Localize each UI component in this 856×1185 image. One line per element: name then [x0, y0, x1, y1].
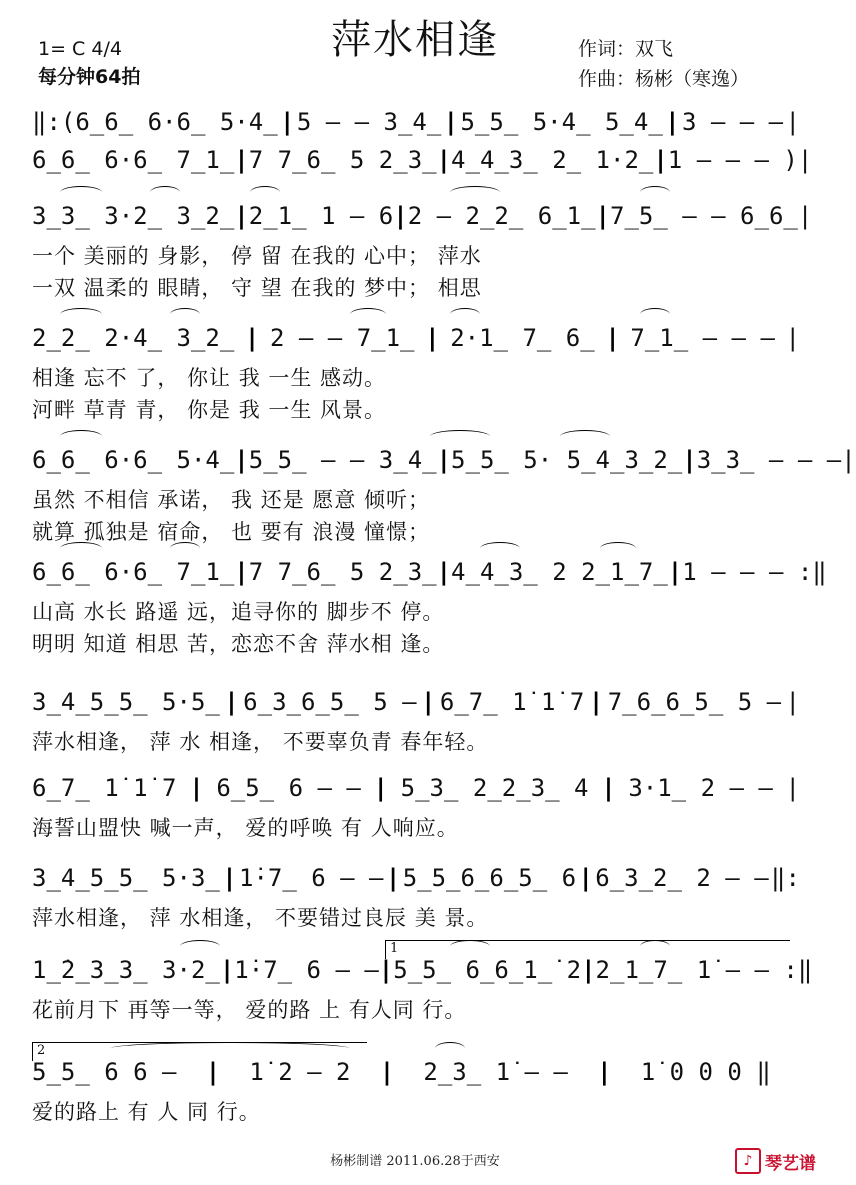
measure: 1̇·7̲ 6 – –	[234, 956, 379, 984]
barline: |	[222, 864, 237, 892]
measure: 4̲4̲3̲ 2̲ 1·2̲	[451, 146, 654, 174]
lyric-text: 河畔 草青 青， 你是 我 一生 风景。	[32, 398, 387, 422]
barline: |	[436, 446, 452, 474]
barline: |	[605, 324, 620, 352]
barline: |	[443, 108, 459, 136]
slur-mark	[430, 430, 490, 443]
measure: 3̲4̲5̲5̲ 5·3̲	[32, 864, 220, 892]
measure: 2̲1̲7̲ 1̇ – – :‖	[595, 956, 813, 984]
lyric-text: 山高 水长 路遥 远，追寻你的 脚步不 停。	[32, 600, 445, 624]
measure: 2̲1̲ 1 – 6̣	[248, 202, 394, 230]
notation-row	[32, 102, 800, 142]
measure: 1̇·7̲ 6 – –	[239, 864, 384, 892]
lyric-text: 爱的路上 有 人 同 行。	[32, 1100, 261, 1124]
lyric-line	[32, 394, 800, 424]
measure: 6̲3̲2̲ 2 – –	[595, 864, 769, 892]
barline: |	[224, 688, 239, 716]
measure: 7̲5̲ – – 6̲6̲	[610, 202, 798, 230]
slur-mark	[480, 542, 520, 555]
measure: 6̲5̲ 6 – –	[216, 774, 361, 802]
measure: 2̲3̲ 1̇ – –	[423, 1058, 568, 1086]
barline: |	[597, 1058, 612, 1086]
barline: |	[385, 864, 401, 892]
barline: |	[595, 202, 610, 230]
key-signature: 1= C 4/4	[38, 38, 122, 60]
barline: |	[189, 774, 204, 802]
barline: |	[219, 956, 235, 984]
lyric-line	[32, 628, 800, 658]
slur-mark	[60, 308, 102, 321]
measure: 7̲6̲6̲5̲ 5 –	[607, 688, 782, 716]
measure: 6̲6̲ 6·6̲ 5·4̲	[32, 446, 235, 474]
slur-mark	[150, 186, 180, 199]
lyric-line	[32, 812, 800, 842]
measure: 3 – – –	[681, 108, 784, 136]
lyric-text: 萍水相逢， 萍 水相逢， 不要错过良辰 美 景。	[32, 906, 489, 930]
barline: |	[425, 324, 440, 352]
measure: 6̲3̲6̲5̲ 5 –	[243, 688, 417, 716]
measure: |	[785, 324, 800, 352]
measure: 3·1̲ 2 – –	[628, 774, 773, 802]
measure: 2 – 2̲2̲ 6̲1̲	[407, 202, 596, 230]
slur-mark	[170, 542, 200, 555]
barline: |	[234, 446, 249, 474]
lyric-line	[32, 240, 800, 270]
lyric-text: 明明 知道 相思 苦，恋恋不舍 萍水相 逢。	[32, 632, 445, 656]
barline: |	[378, 956, 394, 984]
barline: |	[653, 146, 668, 174]
measure: |	[785, 108, 800, 136]
lyric-line	[32, 272, 800, 302]
measure: 7 7̲6̲ 5 2̲3̲	[248, 558, 437, 586]
measure: 5̲5̲ – – 3̲4̲	[248, 446, 437, 474]
measure: 6̲6̲ 6·6̲ 7̲1̲̇	[32, 558, 235, 586]
barline: |	[578, 864, 593, 892]
lyric-text: 一双 温柔的 眼睛， 守 望 在我的 梦中； 相思	[32, 276, 482, 300]
notation-row	[32, 682, 800, 722]
slur-mark	[435, 1042, 465, 1055]
measure: 3̲3̲ 3·2̲ 3̲2̲	[32, 202, 235, 230]
composer-credit: 作曲：杨彬（寒逸）	[578, 68, 750, 90]
lyric-text: 虽然 不相信 承诺， 我 还是 愿意 倾听；	[32, 488, 431, 512]
slur-mark	[450, 308, 480, 321]
slur-mark	[600, 542, 636, 555]
lyric-line	[32, 516, 800, 546]
measure: 5̲3̲ 2̲2̲3̲ 4	[400, 774, 589, 802]
measure: |	[785, 774, 800, 802]
barline: |	[581, 956, 596, 984]
measure: 6̲6̲ 6·6̲ 7̲1̲̇	[32, 146, 235, 174]
footer-note: 杨彬制谱 2011.06.28于西安	[330, 1154, 500, 1169]
lyric-line	[32, 484, 800, 514]
barline: |	[373, 774, 388, 802]
slur-mark	[250, 186, 280, 199]
measure: 5 – – 3̲4̲	[296, 108, 442, 136]
barline: |	[588, 688, 604, 716]
barline: |	[682, 446, 697, 474]
barline: |	[421, 688, 436, 716]
lyric-line	[32, 362, 800, 392]
slur-mark	[450, 940, 490, 953]
lyric-text: 一个 美丽的 身影， 停 留 在我的 心中； 萍水	[32, 244, 482, 268]
barline: |	[393, 202, 408, 230]
slur-mark	[640, 308, 670, 321]
notation-row	[32, 196, 813, 236]
notation-row	[32, 318, 800, 358]
slur-mark	[60, 542, 102, 555]
barline: |	[436, 146, 452, 174]
measure: 3̲4̲5̲5̲ 5·5̲	[32, 688, 220, 716]
lyric-text: 相逢 忘不 了， 你让 我 一生 感动。	[32, 366, 387, 390]
measure: |	[841, 446, 856, 474]
measure: 6̲7̲ 1̇ 1̇ 7	[32, 774, 177, 802]
slur-mark	[560, 430, 610, 443]
barline: |	[379, 1058, 395, 1086]
measure: 5̲5̲ 5· 5̲4̲3̲2̲	[451, 446, 683, 474]
measure: 2 – – 7̲1̲	[270, 324, 415, 352]
notation-row	[32, 440, 856, 480]
lyric-text: 就算 孤独是 宿命， 也 要有 浪漫 憧憬；	[32, 520, 431, 544]
measure: 1̲̇2̲3̲3̲ 3·2̲	[32, 956, 220, 984]
logo-icon: ♪	[735, 1148, 761, 1174]
second-ending-bracket: 2	[32, 1042, 367, 1061]
measure: ‖:(6̲6̲ 6·6̲ 5·4̲	[32, 108, 278, 136]
logo-text: 琴艺谱	[765, 1153, 816, 1174]
measure: 6̲7̲ 1̇ 1̇ 7	[439, 688, 585, 716]
barline: |	[665, 108, 680, 136]
barline: |	[436, 558, 452, 586]
slur-mark	[60, 430, 102, 443]
measure: 1 – – – )	[667, 146, 798, 174]
measure: 1̇ 0 0 0 ‖	[640, 1058, 771, 1086]
lyric-text: 海誓山盟快 喊一声， 爱的呼唤 有 人响应。	[32, 816, 459, 840]
lyric-line	[32, 902, 800, 932]
tempo-marking: 每分钟64拍	[38, 66, 141, 88]
slur-mark	[640, 186, 670, 199]
slur-mark	[110, 1042, 350, 1055]
barline: |	[667, 558, 683, 586]
notation-row	[32, 552, 827, 592]
slur-mark	[640, 940, 670, 953]
measure: |	[797, 202, 813, 230]
measure: 2·1̲ 7̲ 6̲	[450, 324, 595, 352]
measure: |	[785, 688, 800, 716]
barline: |	[234, 558, 249, 586]
slur-mark	[180, 940, 220, 953]
lyric-line	[32, 596, 800, 626]
song-title: 萍水相逢	[331, 17, 499, 63]
lyricist-credit: 作词：双飞	[578, 38, 674, 60]
notation-row	[32, 858, 800, 898]
measure: 3̲3̲ – – –	[696, 446, 842, 474]
measure: ‖:	[771, 864, 800, 892]
site-logo	[735, 1148, 816, 1174]
measure: 5̲5̲ 6̲6̲1̲̇ 2	[393, 956, 582, 984]
measure: 7 7̲6̲ 5 2̲3̲	[248, 146, 437, 174]
measure: 5̲5̲6̲6̲5̲ 6	[402, 864, 577, 892]
notation-row	[32, 140, 813, 180]
lyric-text: 萍水相逢， 萍 水 相逢， 不要辜负青 春年轻。	[32, 730, 489, 754]
lyric-text: 花前月下 再等一等， 爱的路 上 有人同 行。	[32, 998, 467, 1022]
measure: 2̲2̲ 2·4̲ 3̲2̲	[32, 324, 235, 352]
barline: |	[244, 324, 260, 352]
measure: 5̲5̲ 6 6 –	[32, 1058, 177, 1086]
lyric-line	[32, 994, 800, 1024]
barline: |	[601, 774, 616, 802]
measure: 4̲4̲3̲ 2 2̲1̲7̲	[451, 558, 668, 586]
measure: |	[797, 146, 813, 174]
measure: 7̲1̲ – – –	[630, 324, 775, 352]
measure: 1 – – – :‖	[682, 558, 827, 586]
measure: 1̇ 2 – 2	[249, 1058, 351, 1086]
slur-mark	[450, 186, 500, 199]
notation-row	[32, 768, 800, 808]
barline: |	[234, 146, 249, 174]
barline: |	[280, 108, 295, 136]
barline: |	[205, 1058, 221, 1086]
first-ending-bracket: 1	[385, 940, 790, 959]
slur-mark	[170, 308, 200, 321]
slur-mark	[350, 308, 386, 321]
measure: 5̲5̲ 5·4̲ 5̲4̲	[460, 108, 663, 136]
barline: |	[234, 202, 249, 230]
slur-mark	[60, 186, 102, 199]
lyric-line	[32, 726, 800, 756]
lyric-line	[32, 1096, 800, 1126]
